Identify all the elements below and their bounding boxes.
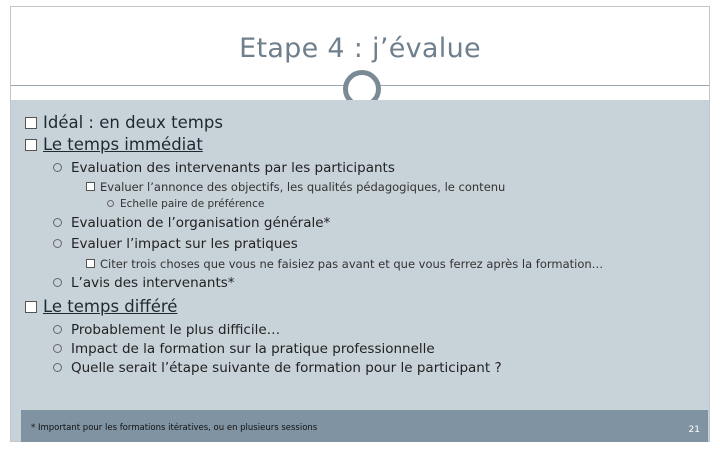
square-bullet-icon	[25, 301, 37, 313]
sub-bullet-item	[53, 160, 395, 176]
circle-bullet-icon	[53, 239, 62, 248]
bullet-text: Le temps immédiat	[43, 135, 203, 154]
sub-bullet-item	[53, 360, 502, 376]
sub-sub-bullet-item	[86, 180, 505, 194]
circle-bullet-icon	[53, 344, 62, 353]
bullet-text: L’avis des intervenants*	[71, 275, 235, 291]
circle-bullet-icon	[53, 325, 62, 334]
bullet-text: Impact de la formation sur la pratique professionnelle	[71, 341, 435, 357]
bullet-text: Quelle serait l’étape suivante de formation pour le participant ?	[71, 360, 502, 376]
circle-bullet-icon	[53, 363, 62, 372]
level4-bullet-item	[107, 198, 264, 210]
sub-sub-bullet-item	[86, 257, 603, 271]
square-bullet-icon	[86, 182, 95, 191]
square-bullet-icon	[25, 139, 37, 151]
square-bullet-icon	[86, 259, 95, 268]
circle-bullet-icon	[53, 218, 62, 227]
circle-bullet-icon	[53, 163, 62, 172]
bullet-text: Evaluer l’annonce des objectifs, les qualités pédagogiques, le contenu	[100, 180, 506, 194]
sub-bullet-item	[53, 322, 280, 338]
bullet-text: Citer trois choses que vous ne faisiez pas avant et que vous ferrez après la formation…	[100, 257, 604, 271]
sub-bullet-item	[53, 275, 235, 291]
sub-bullet-item	[53, 215, 330, 231]
page-number: 21	[688, 425, 700, 435]
bullet-item	[25, 135, 203, 154]
circle-bullet-icon	[53, 278, 62, 287]
bullet-item	[25, 113, 223, 132]
slide-title: Etape 4 : j’évalue	[239, 33, 481, 64]
content-area	[11, 100, 709, 441]
bullet-text: Le temps différé	[43, 297, 178, 316]
square-bullet-icon	[25, 117, 37, 129]
sub-bullet-item	[53, 341, 435, 357]
bullet-text: Echelle paire de préférence	[120, 198, 265, 210]
sub-bullet-item	[53, 236, 298, 252]
bullet-text: Evaluation de l’organisation générale*	[71, 215, 331, 231]
footnote: * Important pour les formations itératives, ou en plusieurs sessions	[31, 423, 318, 433]
bullet-text: Probablement le plus difficile…	[71, 322, 281, 338]
bullet-item	[25, 297, 177, 316]
bullet-text: Evaluation des intervenants par les participants	[71, 160, 395, 176]
slide	[10, 6, 710, 442]
bullet-text: Evaluer l’impact sur les pratiques	[71, 236, 298, 252]
bullet-text: Idéal : en deux temps	[43, 113, 223, 132]
circle-bullet-icon	[107, 200, 114, 207]
